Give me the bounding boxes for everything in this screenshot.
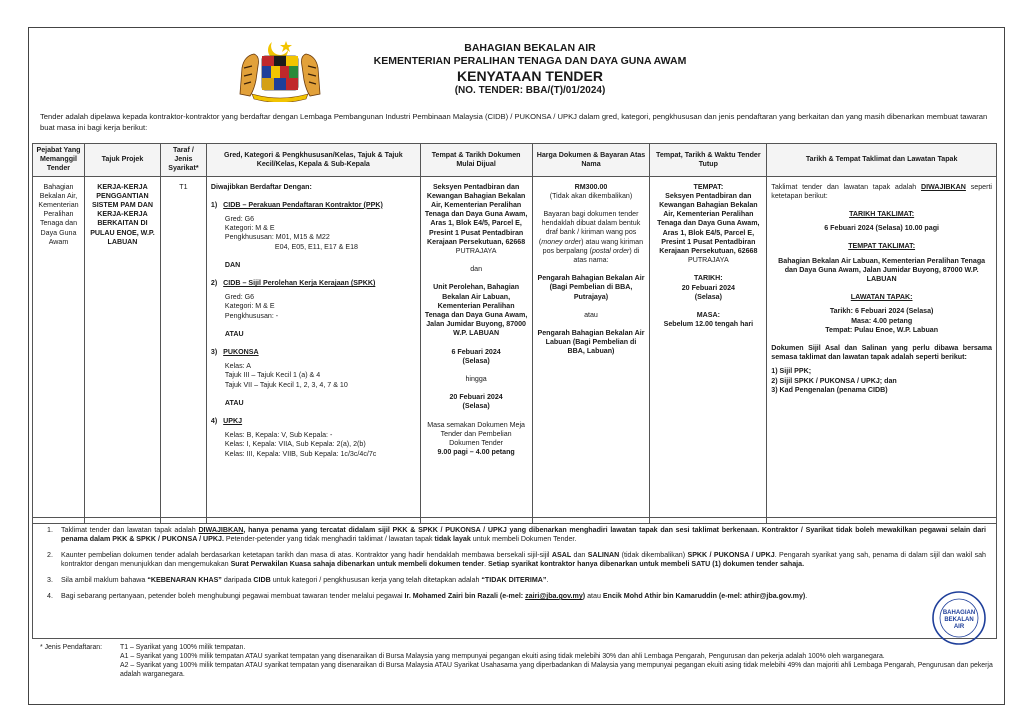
sale-start-date: 6 Febuari 2024: [451, 347, 501, 356]
payment-method: Bayaran bagi dokumen tender hendaklah dibuat dalam bentuk draf bank / kiriman wang pos (money order) atau wang kiriman pos berpalang (postal order) di atas nama:: [538, 210, 644, 265]
col-header-price: Harga Dokumen & Bayaran Atas Nama: [532, 144, 650, 177]
col-header-office: Pejabat Yang Memanggil Tender: [33, 144, 85, 177]
cidb-spkk-title: CIDB – Sijil Perolehan Kerja Kerajaan (SPKK): [223, 279, 376, 288]
grade-section-1: 1) CIDB – Perakuan Pendaftaran Kontraktor (PPK): [210, 200, 383, 209]
pukonsa-title: PUKONSA: [223, 348, 259, 357]
notice-title: KENYATAAN TENDER: [457, 68, 603, 84]
sale-end-date: 20 Febuari 2024: [449, 393, 503, 402]
document-price: RM300.00: [574, 182, 608, 191]
grade-section-4: 4) UPKJ: [210, 417, 243, 426]
upkj-title: UPKJ: [223, 417, 243, 426]
briefing-intro: Taklimat tender dan lawatan tapak adalah DIWAJIBKAN seperti ketetapan berikut:: [771, 182, 993, 200]
left-tiger: [240, 54, 259, 96]
closing-date: 20 Febuari 2024: [681, 283, 735, 292]
table-row: [33, 176, 997, 523]
department-name: BAHAGIAN BEKALAN AIR: [464, 42, 596, 54]
taraf-cell: [160, 176, 206, 523]
col-header-briefing: Tarikh & Tempat Taklimat dan Lawatan Tapak: [767, 144, 997, 177]
col-header-doc-place: Tempat & Tarikh Dokumen Mulai Dijual: [420, 144, 532, 177]
contact-email-link[interactable]: zairi@jba.gov.my: [525, 592, 583, 600]
footnote: * Jenis Pendaftaran: T1 – Syarikat yang 100% milik tempatan. A1 – Syarikat yang 100% milik tempatan ATAU syarikat tempatan yang disenaraikan di Bursa Malaysia yang mempunyai pegangan ekuiti asing tidak melebihi 30% dan ahli Lembaga Pengarah, Pengurusan dan pekerja adalah 100% oleh warganegara. A2 – Syarikat yang 100% milik tempatan ATAU syarikat tempatan yang disenaraikan di Bursa Malaysia ATAU Syarikat Usahasama yang diperbadankan di Malaysia yang mempunyai pegangan ekuiti asing tidak melebihi 49% dan majoriti ahli Lembaga Pengarah, Pengurusan dan pekerja adalah warganegara.: [40, 644, 993, 678]
grade-section-3: 3) PUKONSA: [210, 348, 259, 357]
col-header-close: Tempat, Tarikh & Waktu Tender Tutup: [650, 144, 767, 177]
briefing-date: 6 Febuari 2024 (Selasa) 10.00 pagi: [824, 224, 940, 233]
svg-text:BEKALAN: BEKALAN: [944, 617, 974, 623]
grade-cell: Diwajibkan Berdaftar Dengan: 1) CIDB – Perakuan Pendaftaran Kontraktor (PPK) Gred: G6 Kategori: M & E Pengkhususan: M01, M15 & M22 E04, E05, E11, E17 & E18 DAN 2) CIDB – Sijil Perolehan Kerja Kerajaan (SPKK) Gred: G6 Kategori: M & E Pengkhususan: - ATAU 3) PUKONSA Kelas: A Tajuk III – Tajuk Kecil 1 (a) & 4 Tajuk VII – Tajuk Kecil 1, 2, 3, 4, 7 & 10 ATAU 4) UPKJ Kelas: B, Kepala: V, Sub Kepala: - Kelas: I, Kepala: VIIA, Sub Kepala: 2(a), 2(b) Kelas: III, Kepala: VIIB, Sub Kepala: 1c/3c/4c/7c: [206, 176, 420, 523]
col-header-taraf: Taraf / Jenis Syarikat*: [160, 144, 206, 177]
tender-number: (NO. TENDER: BBA/(T)/01/2024): [454, 85, 606, 96]
footnote-label: * Jenis Pendaftaran:: [40, 644, 103, 651]
notice-header: [300, 42, 760, 97]
project-title: KERJA-KERJA PENGGANTIAN SISTEM PAM DAN KERJA-KERJA BERKAITAN DI PULAU ENOE, W.P. LABUAN: [90, 182, 155, 246]
official-stamp: [929, 590, 989, 646]
note-item: 3. Sila ambil maklum bahawa “KEBENARAN KHAS” daripada CIDB untuk kategori / pengkhususan kerja yang telah ditetapkan adalah “TIDAK DITERIMA”.: [47, 576, 549, 584]
doc-place-cell: Seksyen Pentadbiran dan Kewangan Bahagian Bekalan Air, Kementerian Peralihan Tenaga dan Daya Guna Awam, Aras 1, Blok E4/5, Parcel E, Presint 1 Pusat Pentadbiran Kerajaan Persekutuan, 62668 PUTRAJAYA dan Unit Perolehan, Bahagian Bekalan Air Labuan, Kementerian Peralihan Tenaga dan Daya Guna Awam, Jalan Jumidar Buyong, 87000 W.P. LABUAN 6 Febuari 2024 (Selasa) hingga 20 Febuari 2024 (Selasa) Masa semakan Dokumen Meja Tender dan Pembelian Dokumen Tender 9.00 pagi – 4.00 petang: [420, 176, 532, 523]
project-cell: [84, 176, 160, 523]
closing-time: Sebelum 12.00 tengah hari: [663, 320, 754, 329]
svg-text:AIR: AIR: [953, 624, 965, 630]
note-item: 1. Taklimat tender dan lawatan tapak adalah DIWAJIBKAN, hanya penama yang tercatat didalam sijil PKK & SPKK / PUKONSA / UPKJ yang dibenarkan menghadiri lawatan tapak dan sesi taklimat berkenaan. Kontraktor / Syarikat tidak boleh mewakilkan pegawai selain dari penama dalam PKK & SPKK / PUKONSA / UPKJ. Petender-petender yang tidak menghadiri taklimat / lawatan tapak tidak layak untuk membeli Dokumen Tender.: [47, 526, 986, 543]
close-cell: TEMPAT: Seksyen Pentadbiran dan Kewangan Bahagian Bekalan Air, Kementerian Peralihan Tenaga dan Daya Guna Awam, Aras 1, Blok E4/5, Parcel E, Presint 1 Pusat Pentadbiran Kerajaan Persekutuan, 62668 PUTRAJAYA TARIKH: 20 Febuari 2024 (Selasa) MASA: Sebelum 12.00 tengah hari: [650, 176, 767, 523]
note-item: 4. Bagi sebarang pertanyaan, petender boleh menghubungi pegawai membuat tawaran tender melalui pegawai Ir. Mohamed Zairi bin Razali (e-mel: zairi@jba.gov.my) atau Encik Mohd Athir bin Kamaruddin (e-mel: athir@jba.gov.my).: [47, 592, 808, 600]
grade-intro: Diwajibkan Berdaftar Dengan:: [210, 182, 312, 191]
office-text: Bahagian Bekalan Air, Kementerian Peralihan Tenaga dan Daya Guna Awam: [38, 182, 79, 246]
ministry-name: KEMENTERIAN PERALIHAN TENAGA DAN DAYA GUNA AWAM: [373, 55, 687, 67]
office-cell: [33, 176, 85, 523]
tender-table: [32, 143, 997, 524]
notes-box: [32, 517, 997, 639]
cidb-ppk-title: CIDB – Perakuan Pendaftaran Kontraktor (PPK): [223, 200, 383, 209]
table-header-row: [33, 144, 997, 177]
svg-text:BAHAGIAN: BAHAGIAN: [942, 610, 976, 616]
col-header-project: Tajuk Projek: [84, 144, 160, 177]
grade-section-2: 2) CIDB – Sijil Perolehan Kerja Kerajaan (SPKK): [210, 279, 376, 288]
taraf-value: T1: [179, 182, 188, 191]
intro-paragraph: Tender adalah dipelawa kepada kontraktor-kontraktor yang berdaftar dengan Lembaga Pembangunan Industri Pembinaan Malaysia (CIDB) / PUKONSA / UPKJ dalam gred, kategori, pengkhususan dan jenis pendaftaran yang berkaitan dan yang masih dibenarkan membuat tawaran buat masa ini bagi kerja berikut:: [40, 112, 988, 132]
note-item: 2. Kaunter pembelian dokumen tender adalah berdasarkan ketetapan tarikh dan masa di atas. Kontraktor yang hadir hendaklah membawa bersekali sijil-sijil ASAL dan SALINAN (tidak dikembalikan) SPKK / PUKONSA / UPKJ. Pengarah syarikat yang sah, penama di dalam sijil dan wakil sah kontraktor dengan menunjukkan dan mengemukakan Surat Perwakilan Kuasa sahaja dibenarkan untuk membeli dokumen tender. Setiap syarikat kontraktor hanya dibenarkan untuk membeli SATU (1) dokumen tender sahaja.: [47, 551, 987, 568]
col-header-grade: Gred, Kategori & Pengkhususan/Kelas, Tajuk & Tajuk Kecil/Kelas, Kepala & Sub-Kepala: [206, 144, 420, 177]
briefing-cell: Taklimat tender dan lawatan tapak adalah DIWAJIBKAN seperti ketetapan berikut: TARIKH TAKLIMAT: 6 Febuari 2024 (Selasa) 10.00 pagi TEMPAT TAKLIMAT: Bahagian Bekalan Air Labuan, Kementerian Peralihan Tenaga dan Daya Guna Awam, Jalan Jumidar Buyong, 87000 W.P. LABUAN LAWATAN TAPAK: Tarikh: 6 Febuari 2024 (Selasa) Masa: 4.00 petang Tempat: Pulau Enoe, W.P. Labuan Dokumen Sijil Asal dan Salinan yang perlu dibawa bersama semasa taklimat dan lawatan tapak adalah seperti berikut: 1) Sijil PPK; 2) Sijil SPKK / PUKONSA / UPKJ; dan 3) Kad Pengenalan (penama CIDB): [767, 176, 997, 523]
price-cell: RM300.00 (Tidak akan dikembalikan) Bayaran bagi dokumen tender hendaklah dibuat dalam bentuk draf bank / kiriman wang pos (money order) atau wang kiriman pos berpalang (postal order) di atas nama: Pengarah Bahagian Bekalan Air (Bagi Pembelian di BBA, Putrajaya) atau Pengarah Bahagian Bekalan Air Labuan (Bagi Pembelian di BBA, Labuan): [532, 176, 650, 523]
